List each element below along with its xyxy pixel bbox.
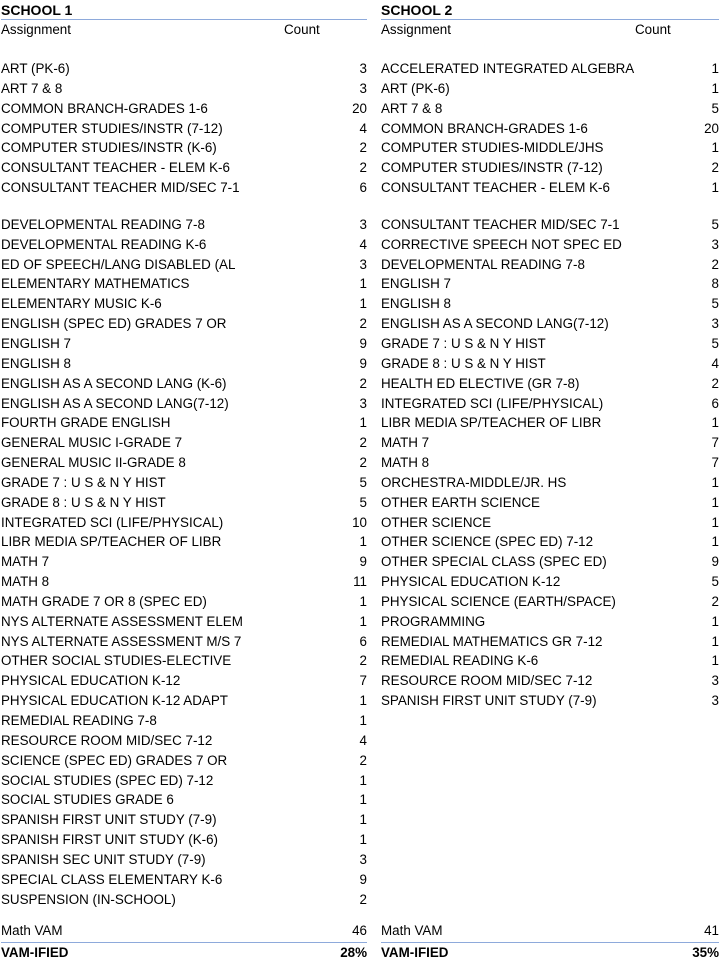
vamified-value: 35% — [692, 945, 719, 960]
math-vam-label: Math VAM — [1, 923, 63, 938]
table-row — [381, 433, 719, 453]
assignment-count: 1 — [359, 832, 367, 848]
assignment-name: PHYSICAL SCIENCE (EARTH/SPACE) — [381, 593, 616, 609]
table-row — [1, 711, 367, 731]
assignment-count: 9 — [359, 554, 367, 570]
assignment-count: 2 — [711, 593, 719, 609]
table-row — [381, 671, 719, 691]
table-row — [1, 99, 367, 119]
vamified-value: 28% — [340, 945, 367, 960]
table-row — [381, 59, 719, 79]
table-row — [381, 99, 719, 119]
vamified-label: VAM-IFIED — [381, 945, 449, 960]
assignment-count: 5 — [711, 574, 719, 590]
assignment-name: PROGRAMMING — [381, 613, 486, 629]
assignment-count: 3 — [711, 236, 719, 252]
assignment-count: 6 — [359, 180, 367, 196]
assignment-count: 5 — [711, 100, 719, 116]
assignment-count: 1 — [711, 534, 719, 550]
table-row — [1, 235, 367, 255]
assignment-count: 1 — [711, 415, 719, 431]
assignment-count: 5 — [711, 296, 719, 312]
assignment-name: SCIENCE (SPEC ED) GRADES 7 OR — [1, 752, 228, 768]
assignment-count: 2 — [711, 160, 719, 176]
assignment-count: 3 — [711, 316, 719, 332]
count-header: Count — [635, 22, 671, 37]
assignment-name: CONSULTANT TEACHER - ELEM K-6 — [1, 160, 230, 176]
school-2-title: SCHOOL 2 — [381, 0, 719, 20]
assignment-name: LIBR MEDIA SP/TEACHER OF LIBR — [1, 534, 222, 550]
assignment-name: ENGLISH AS A SECOND LANG(7-12) — [1, 395, 229, 411]
assignment-name: DEVELOPMENTAL READING K-6 — [1, 236, 207, 252]
vamified-label: VAM-IFIED — [1, 945, 69, 960]
assignment-name: GRADE 8 : U S & N Y HIST — [381, 355, 546, 371]
assignment-count: 1 — [359, 534, 367, 550]
table-row — [381, 334, 719, 354]
table-row — [1, 612, 367, 632]
assignment-name: ENGLISH 7 — [1, 335, 71, 351]
assignment-count: 1 — [359, 415, 367, 431]
school-2-rows — [381, 59, 719, 711]
assignment-count: 1 — [711, 633, 719, 649]
table-row — [1, 138, 367, 158]
assignment-count: 7 — [711, 435, 719, 451]
assignment-count: 1 — [359, 713, 367, 728]
assignment-count: 7 — [359, 673, 367, 689]
table-row — [1, 513, 367, 533]
assignment-header: Assignment — [1, 22, 71, 37]
table-row — [381, 215, 719, 235]
assignment-count: 1 — [359, 772, 367, 788]
table-row — [1, 671, 367, 691]
assignment-name: COMPUTER STUDIES/INSTR (7-12) — [1, 120, 223, 136]
assignment-name: SPECIAL CLASS ELEMENTARY K-6 — [1, 871, 223, 887]
assignment-count: 1 — [711, 474, 719, 490]
table-row — [1, 334, 367, 354]
assignment-name: FOURTH GRADE ENGLISH — [1, 415, 171, 431]
table-row — [381, 572, 719, 592]
assignment-count: 4 — [711, 355, 719, 371]
assignment-name: MATH 7 — [1, 554, 50, 570]
assignment-name: SPANISH FIRST UNIT STUDY (7-9) — [381, 693, 597, 709]
table-row — [1, 453, 367, 473]
school-1-math-vam — [1, 921, 367, 941]
table-row — [1, 255, 367, 275]
school-1-header — [1, 20, 367, 40]
assignment-count: 9 — [359, 335, 367, 351]
assignment-name: MATH 7 — [381, 435, 430, 451]
table-row — [1, 413, 367, 433]
table-row — [1, 215, 367, 235]
assignment-name: COMPUTER STUDIES-MIDDLE/JHS — [381, 140, 604, 156]
assignment-name: ART (PK-6) — [1, 61, 70, 76]
assignment-count: 2 — [359, 891, 367, 907]
school-1-rows — [1, 59, 367, 909]
table-row — [381, 294, 719, 314]
group-spacer — [381, 198, 719, 215]
assignment-count: 2 — [711, 375, 719, 391]
assignment-name: PHYSICAL EDUCATION K-12 ADAPT — [1, 693, 228, 709]
school-2-math-vam — [381, 921, 719, 941]
assignment-name: ENGLISH AS A SECOND LANG (K-6) — [1, 375, 227, 391]
assignment-name: SOCIAL STUDIES (SPEC ED) 7-12 — [1, 772, 214, 788]
assignment-count: 1 — [359, 792, 367, 808]
math-vam-value: 46 — [352, 923, 367, 938]
table-row — [381, 651, 719, 671]
table-row — [381, 178, 719, 198]
assignment-name: ENGLISH AS A SECOND LANG(7-12) — [381, 316, 609, 332]
assignment-name: DEVELOPMENTAL READING 7-8 — [1, 216, 205, 232]
assignment-count: 5 — [359, 474, 367, 490]
assignment-name: MATH 8 — [381, 455, 430, 471]
table-row — [381, 158, 719, 178]
table-row — [381, 691, 719, 711]
assignment-name: DEVELOPMENTAL READING 7-8 — [381, 256, 585, 272]
assignment-count: 2 — [359, 375, 367, 391]
table-row — [1, 314, 367, 334]
school-1-vamified — [1, 942, 367, 962]
assignment-count: 10 — [352, 514, 367, 530]
assignment-name: COMPUTER STUDIES/INSTR (7-12) — [381, 160, 603, 176]
assignment-count: 1 — [711, 80, 719, 96]
assignment-name: MATH 8 — [1, 574, 50, 590]
assignment-count: 2 — [359, 140, 367, 156]
table-row — [1, 572, 367, 592]
table-row — [381, 79, 719, 99]
assignment-count: 2 — [711, 256, 719, 272]
assignment-count: 1 — [359, 613, 367, 629]
group-spacer — [1, 198, 367, 215]
table-row — [1, 651, 367, 671]
table-row — [1, 394, 367, 414]
table-row — [381, 119, 719, 139]
assignment-count: 3 — [359, 851, 367, 867]
assignment-count: 8 — [711, 276, 719, 292]
assignment-count: 1 — [711, 613, 719, 629]
assignment-count: 3 — [359, 80, 367, 96]
assignment-count: 2 — [359, 316, 367, 332]
assignment-count: 2 — [359, 435, 367, 451]
school-2-vamified — [381, 942, 719, 962]
table-row — [1, 119, 367, 139]
table-row — [381, 473, 719, 493]
assignment-count: 7 — [711, 455, 719, 471]
assignment-name: GENERAL MUSIC II-GRADE 8 — [1, 455, 186, 471]
assignment-name: COMMON BRANCH-GRADES 1-6 — [381, 120, 588, 136]
count-header: Count — [284, 22, 320, 37]
table-row — [1, 59, 367, 79]
table-row — [381, 532, 719, 552]
assignment-count: 5 — [711, 335, 719, 351]
assignment-count: 4 — [359, 120, 367, 136]
assignment-name: ACCELERATED INTEGRATED ALGEBRA — [381, 61, 635, 76]
assignment-count: 1 — [711, 514, 719, 530]
table-row — [1, 493, 367, 513]
assignment-count: 3 — [359, 61, 367, 76]
assignment-name: NYS ALTERNATE ASSESSMENT ELEM — [1, 613, 243, 629]
table-row — [1, 532, 367, 552]
table-row — [1, 731, 367, 751]
table-row — [381, 453, 719, 473]
assignment-name: REMEDIAL MATHEMATICS GR 7-12 — [381, 633, 603, 649]
assignment-count: 1 — [711, 653, 719, 669]
table-row — [1, 632, 367, 652]
table-row — [381, 612, 719, 632]
assignment-name: GRADE 7 : U S & N Y HIST — [1, 474, 166, 490]
assignment-name: SPANISH SEC UNIT STUDY (7-9) — [1, 851, 206, 867]
assignment-count: 1 — [711, 61, 719, 76]
assignment-count: 5 — [711, 216, 719, 232]
assignment-count: 2 — [359, 653, 367, 669]
assignment-name: REMEDIAL READING 7-8 — [1, 713, 157, 728]
assignment-count: 9 — [711, 554, 719, 570]
table-row — [1, 294, 367, 314]
assignment-name: RESOURCE ROOM MID/SEC 7-12 — [381, 673, 593, 689]
table-row — [1, 771, 367, 791]
table-row — [381, 632, 719, 652]
assignment-count: 3 — [359, 216, 367, 232]
math-vam-label: Math VAM — [381, 923, 443, 938]
assignment-name: ENGLISH 7 — [381, 276, 451, 292]
table-row — [1, 473, 367, 493]
table-row — [381, 394, 719, 414]
assignment-count: 20 — [352, 100, 367, 116]
table-row — [381, 274, 719, 294]
assignment-count: 9 — [359, 355, 367, 371]
assignment-name: GENERAL MUSIC I-GRADE 7 — [1, 435, 183, 451]
assignment-count: 3 — [359, 256, 367, 272]
assignment-count: 20 — [704, 120, 719, 136]
assignment-count: 2 — [359, 160, 367, 176]
assignment-name: HEALTH ED ELECTIVE (GR 7-8) — [381, 375, 580, 391]
assignment-count: 4 — [359, 732, 367, 748]
assignment-name: LIBR MEDIA SP/TEACHER OF LIBR — [381, 415, 602, 431]
table-row — [381, 255, 719, 275]
table-row — [1, 830, 367, 850]
assignment-name: ED OF SPEECH/LANG DISABLED (AL — [1, 256, 236, 272]
table-row — [381, 138, 719, 158]
assignment-name: CONSULTANT TEACHER MID/SEC 7-1 — [1, 180, 240, 196]
assignment-count: 1 — [359, 693, 367, 709]
table-row — [1, 850, 367, 870]
assignment-count: 3 — [711, 673, 719, 689]
assignment-name: OTHER SCIENCE — [381, 514, 492, 530]
table-row — [381, 235, 719, 255]
assignment-count: 5 — [359, 494, 367, 510]
table-row — [1, 433, 367, 453]
school-1-column — [1, 0, 367, 960]
assignment-name: OTHER EARTH SCIENCE — [381, 494, 540, 510]
assignment-name: ENGLISH 8 — [381, 296, 451, 312]
assignment-count: 3 — [359, 395, 367, 411]
table-row — [1, 158, 367, 178]
assignment-name: PHYSICAL EDUCATION K-12 — [381, 574, 561, 590]
assignment-name: RESOURCE ROOM MID/SEC 7-12 — [1, 732, 213, 748]
table-row — [381, 314, 719, 334]
assignment-name: GRADE 7 : U S & N Y HIST — [381, 335, 546, 351]
assignment-count: 11 — [353, 574, 367, 590]
school-2-column — [381, 0, 719, 960]
table-row — [1, 354, 367, 374]
assignment-count: 4 — [359, 236, 367, 252]
assignment-count: 9 — [359, 871, 367, 887]
table-row — [1, 552, 367, 572]
table-row — [1, 751, 367, 771]
assignment-name: REMEDIAL READING K-6 — [381, 653, 539, 669]
assignment-name: PHYSICAL EDUCATION K-12 — [1, 673, 181, 689]
table-row — [381, 513, 719, 533]
assignment-name: ENGLISH 8 — [1, 355, 71, 371]
assignment-count: 1 — [711, 180, 719, 196]
assignment-name: ART (PK-6) — [381, 80, 450, 96]
assignment-header: Assignment — [381, 22, 451, 37]
assignment-count: 1 — [711, 494, 719, 510]
school-2-header — [381, 20, 719, 40]
assignment-count: 2 — [359, 752, 367, 768]
assignment-name: ART 7 & 8 — [381, 100, 443, 116]
table-row — [381, 374, 719, 394]
table-row — [1, 890, 367, 910]
assignment-name: SPANISH FIRST UNIT STUDY (K-6) — [1, 832, 219, 848]
assignment-name: ENGLISH (SPEC ED) GRADES 7 OR — [1, 316, 227, 332]
assignment-name: CORRECTIVE SPEECH NOT SPEC ED — [381, 236, 622, 252]
assignment-count: 1 — [359, 593, 367, 609]
assignment-name: ELEMENTARY MUSIC K-6 — [1, 296, 162, 312]
assignment-count: 2 — [359, 455, 367, 471]
assignment-name: ELEMENTARY MATHEMATICS — [1, 276, 190, 292]
assignment-name: INTEGRATED SCI (LIFE/PHYSICAL) — [381, 395, 604, 411]
table-row — [381, 413, 719, 433]
assignment-count: 1 — [711, 140, 719, 156]
assignment-name: ART 7 & 8 — [1, 80, 63, 96]
assignment-name: CONSULTANT TEACHER MID/SEC 7-1 — [381, 216, 620, 232]
assignment-count: 6 — [359, 633, 367, 649]
table-row — [1, 691, 367, 711]
assignment-name: OTHER SOCIAL STUDIES-ELECTIVE — [1, 653, 232, 669]
assignment-name: COMPUTER STUDIES/INSTR (K-6) — [1, 140, 217, 156]
assignment-name: SPANISH FIRST UNIT STUDY (7-9) — [1, 812, 217, 828]
table-row — [1, 870, 367, 890]
table-row — [381, 592, 719, 612]
table-row — [1, 790, 367, 810]
assignment-name: OTHER SPECIAL CLASS (SPEC ED) — [381, 554, 607, 570]
table-row — [1, 274, 367, 294]
assignment-name: COMMON BRANCH-GRADES 1-6 — [1, 100, 208, 116]
assignment-name: MATH GRADE 7 OR 8 (SPEC ED) — [1, 593, 207, 609]
assignment-count: 1 — [359, 276, 367, 292]
table-row — [381, 493, 719, 513]
assignment-count: 1 — [359, 812, 367, 828]
assignment-name: OTHER SCIENCE (SPEC ED) 7-12 — [381, 534, 594, 550]
table-row — [381, 552, 719, 572]
math-vam-value: 41 — [704, 923, 719, 938]
assignment-name: GRADE 8 : U S & N Y HIST — [1, 494, 166, 510]
assignment-name: CONSULTANT TEACHER - ELEM K-6 — [381, 180, 610, 196]
assignment-count: 6 — [711, 395, 719, 411]
table-row — [1, 810, 367, 830]
assignment-name: INTEGRATED SCI (LIFE/PHYSICAL) — [1, 514, 224, 530]
school-1-title: SCHOOL 1 — [1, 0, 367, 20]
table-row — [1, 178, 367, 198]
table-row — [1, 592, 367, 612]
table-row — [1, 79, 367, 99]
table-row — [1, 374, 367, 394]
assignment-name: SOCIAL STUDIES GRADE 6 — [1, 792, 174, 808]
assignment-count: 1 — [359, 296, 367, 312]
table-row — [381, 354, 719, 374]
assignment-count: 3 — [711, 693, 719, 709]
assignment-name: ORCHESTRA-MIDDLE/JR. HS — [381, 474, 567, 490]
assignment-name: SUSPENSION (IN-SCHOOL) — [1, 891, 176, 907]
assignment-name: NYS ALTERNATE ASSESSMENT M/S 7 — [1, 633, 242, 649]
